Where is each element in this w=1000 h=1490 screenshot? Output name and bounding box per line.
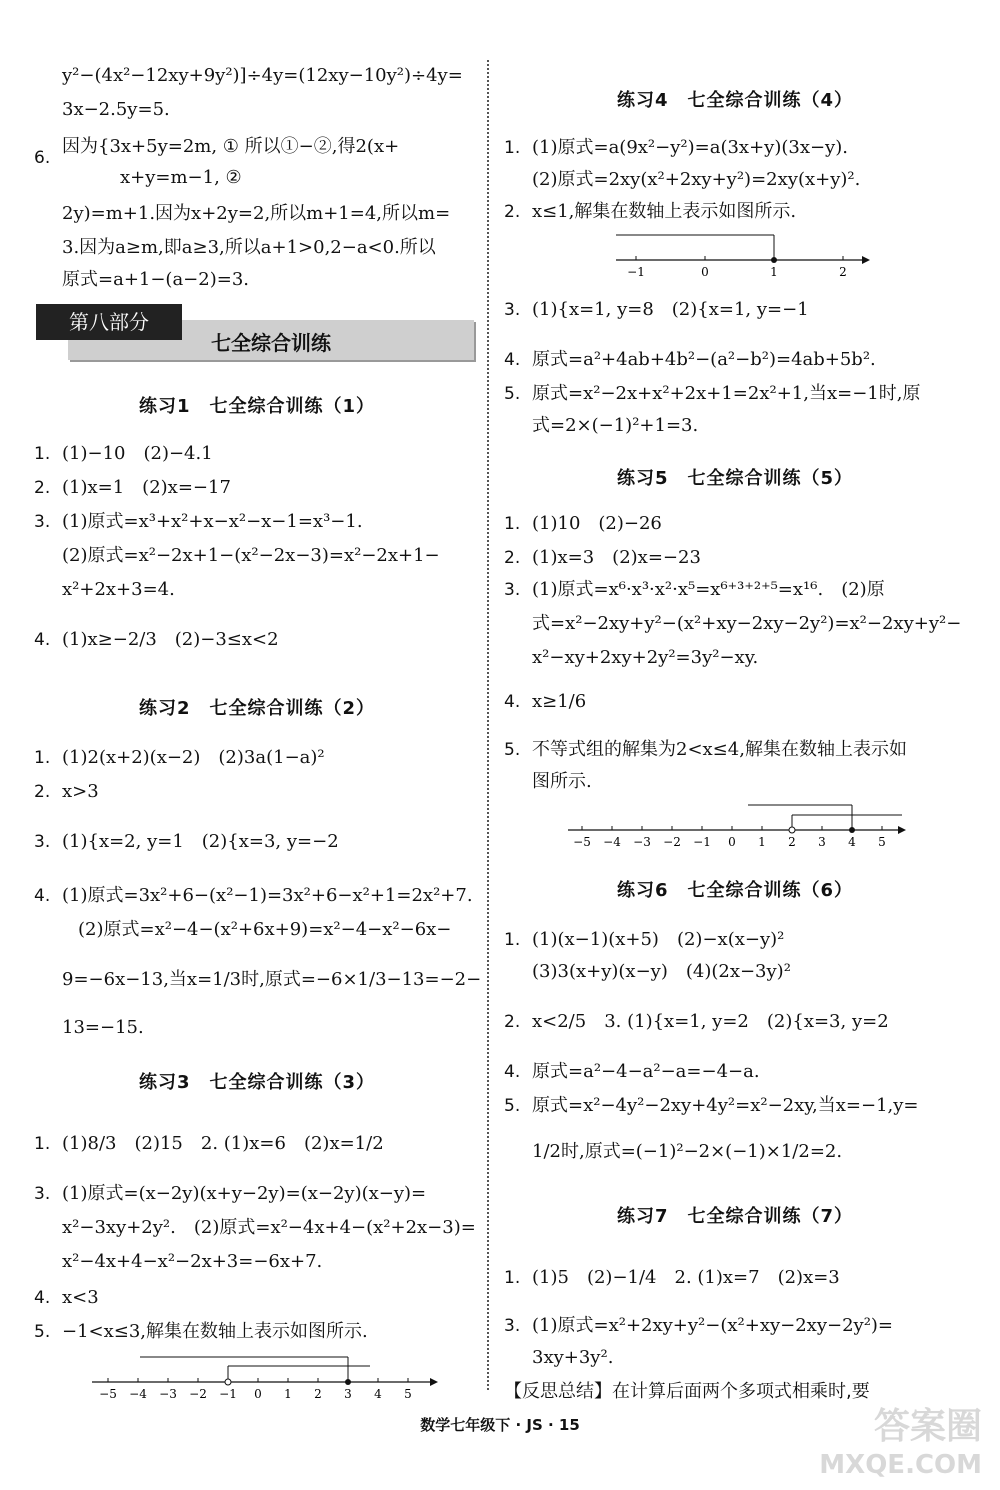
q6-number: 6. bbox=[34, 148, 51, 168]
ex3-item1: (1)8/3 (2)15 2. (1)x=6 (2)x=1/2 bbox=[62, 1133, 384, 1154]
q6-line-4: 原式=a+1−(a−2)=3. bbox=[62, 269, 249, 290]
ex6-item5a: 原式=x²−4y²−2xy+4y²=x²−2xy,当x=−1,y= bbox=[532, 1095, 919, 1116]
tick-label: 4 bbox=[374, 1387, 382, 1401]
num: 2. bbox=[34, 478, 51, 498]
num: 5. bbox=[34, 1322, 51, 1342]
ex4-item5a: 原式=x²−2x+x²+2x+1=2x²+1,当x=−1时,原 bbox=[532, 383, 921, 404]
ex2-item4a: (1)原式=3x²+6−(x²−1)=3x²+6−x²+1=2x²+7. bbox=[62, 885, 473, 906]
q6-line-1b: x+y=m−1, ② bbox=[120, 167, 242, 188]
open-point bbox=[225, 1379, 231, 1385]
tick-label: 4 bbox=[848, 835, 856, 849]
axis-arrow bbox=[862, 256, 870, 264]
part-title: 七全综合训练 bbox=[211, 331, 331, 355]
watermark-line-1: 答案圈 bbox=[873, 1406, 982, 1447]
num: 3. bbox=[34, 1184, 51, 1204]
ex4-item4: 原式=a²+4ab+4b²−(a²−b²)=4ab+5b². bbox=[532, 349, 876, 370]
q6-line-1: 因为{3x+5y=2m, ① 所以①−②,得2(x+ bbox=[62, 136, 400, 157]
part-tag: 第八部分 bbox=[36, 304, 182, 340]
ex2-item4b: (2)原式=x²−4−(x²+6x+9)=x²−4−x²−6x− bbox=[78, 919, 452, 940]
num: 2. bbox=[504, 202, 521, 222]
ex7-title: 练习7 七全综合训练（7） bbox=[616, 1206, 854, 1227]
axis-arrow bbox=[430, 1378, 438, 1386]
ex5-item1: (1)10 (2)−26 bbox=[532, 513, 662, 534]
num: 4. bbox=[504, 1062, 521, 1082]
tick-label: 0 bbox=[728, 835, 736, 849]
num: 2. bbox=[504, 548, 521, 568]
open-point bbox=[789, 827, 795, 833]
ex1-item1: (1)−10 (2)−4.1 bbox=[62, 443, 213, 464]
ex3-item3c: x²−4x+4−x²−2x+3=−6x+7. bbox=[62, 1251, 323, 1272]
tick-label: 2 bbox=[839, 265, 847, 279]
ex6-item5b: 1/2时,原式=(−1)²−2×(−1)×1/2=2. bbox=[532, 1141, 843, 1162]
cont-line-1: y²−(4x²−12xy+9y²)]÷4y=(12xy−10y²)÷4y= bbox=[62, 65, 463, 86]
ex5-item3a: (1)原式=x⁶·x³·x²·x⁵=x⁶⁺³⁺²⁺⁵=x¹⁶. (2)原 bbox=[532, 579, 885, 600]
number-line-3 bbox=[92, 1352, 442, 1402]
ex7-item3a: (1)原式=x²+2xy+y²−(x²+xy−2xy−2y²)= bbox=[532, 1315, 894, 1336]
tick-label: 0 bbox=[254, 1387, 262, 1401]
tick-label: 2 bbox=[314, 1387, 322, 1401]
tick-label: 1 bbox=[770, 265, 778, 279]
axis-arrow bbox=[898, 826, 906, 834]
ex4-title: 练习4 七全综合训练（4） bbox=[616, 90, 854, 111]
tick-label: 5 bbox=[878, 835, 886, 849]
tick-label: −4 bbox=[603, 835, 621, 849]
q6-line-3: 3.因为a≥m,即a≥3,所以a+1>0,2−a<0.所以 bbox=[62, 237, 436, 258]
ex3-item4: x<3 bbox=[62, 1287, 99, 1308]
num: 3. bbox=[504, 580, 521, 600]
num: 1. bbox=[34, 1134, 51, 1154]
ex6-title: 练习6 七全综合训练（6） bbox=[616, 880, 854, 901]
num: 3. bbox=[34, 832, 51, 852]
closed-point bbox=[771, 257, 777, 263]
ex5-item4: x≥1/6 bbox=[532, 691, 587, 712]
ex4-item5b: 式=2×(−1)²+1=3. bbox=[532, 415, 699, 436]
tick-label: −1 bbox=[627, 265, 645, 279]
tick-label: 1 bbox=[758, 835, 766, 849]
ex5-item5b: 图所示. bbox=[532, 771, 592, 792]
tick-label: −1 bbox=[219, 1387, 237, 1401]
tick-label: 3 bbox=[818, 835, 826, 849]
ex4-item3: (1){x=1, y=8 (2){x=1, y=−1 bbox=[532, 299, 809, 320]
ex1-item2: (1)x=1 (2)x=−17 bbox=[62, 477, 231, 498]
ex2-item2: x>3 bbox=[62, 781, 99, 802]
ex2-title: 练习2 七全综合训练（2） bbox=[138, 698, 376, 719]
num: 1. bbox=[34, 444, 51, 464]
tick-label: 0 bbox=[701, 265, 709, 279]
tick-label: −2 bbox=[663, 835, 681, 849]
num: 1. bbox=[504, 138, 521, 158]
ex5-item3b: 式=x²−2xy+y²−(x²+xy−2xy−2y²)=x²−2xy+y²− bbox=[532, 613, 962, 634]
ex1-item3c: x²+2x+3=4. bbox=[62, 579, 175, 600]
num: 1. bbox=[504, 514, 521, 534]
ex4-item2: x≤1,解集在数轴上表示如图所示. bbox=[532, 201, 797, 222]
ex1-title: 练习1 七全综合训练（1） bbox=[138, 396, 376, 417]
ex3-item3b: x²−3xy+2y². (2)原式=x²−4x+4−(x²+2x−3)= bbox=[62, 1217, 476, 1238]
ex5-title: 练习5 七全综合训练（5） bbox=[616, 468, 854, 489]
ex7-reflection: 【反思总结】在计算后面两个多项式相乘时,要 bbox=[504, 1381, 870, 1402]
watermark bbox=[819, 1408, 982, 1484]
num: 1. bbox=[34, 748, 51, 768]
ex7-item3b: 3xy+3y². bbox=[532, 1347, 614, 1368]
ex6-item1b: (3)3(x+y)(x−y) (4)(2x−3y)² bbox=[532, 961, 791, 982]
ex4-item1a: (1)原式=a(9x²−y²)=a(3x+y)(3x−y). bbox=[532, 137, 848, 158]
num: 5. bbox=[504, 1096, 521, 1116]
num: 1. bbox=[504, 930, 521, 950]
num: 4. bbox=[504, 692, 521, 712]
tick-label: −5 bbox=[573, 835, 591, 849]
ex1-item4: (1)x≥−2/3 (2)−3≤x<2 bbox=[62, 629, 279, 650]
column-divider bbox=[487, 60, 489, 1390]
tick-label: 3 bbox=[344, 1387, 352, 1401]
number-line-2 bbox=[568, 802, 908, 852]
num: 4. bbox=[34, 630, 51, 650]
num: 1. bbox=[504, 1268, 521, 1288]
tick-label: −4 bbox=[129, 1387, 147, 1401]
number-line-1 bbox=[616, 230, 872, 280]
closed-point bbox=[849, 827, 855, 833]
ex6-item4: 原式=a²−4−a²−a=−4−a. bbox=[532, 1061, 760, 1082]
cont-line-2: 3x−2.5y=5. bbox=[62, 99, 170, 120]
tick-label: −3 bbox=[159, 1387, 177, 1401]
num: 2. bbox=[504, 1012, 521, 1032]
ex6-item2: x<2/5 3. (1){x=1, y=2 (2){x=3, y=2 bbox=[532, 1011, 889, 1032]
ex5-item5a: 不等式组的解集为2<x≤4,解集在数轴上表示如 bbox=[532, 739, 907, 760]
tick-label: 1 bbox=[284, 1387, 292, 1401]
num: 4. bbox=[34, 1288, 51, 1308]
watermark-line-2: MXQE.COM bbox=[819, 1450, 982, 1480]
ex1-item3a: (1)原式=x³+x²+x−x²−x−1=x³−1. bbox=[62, 511, 363, 532]
ex3-title: 练习3 七全综合训练（3） bbox=[138, 1072, 376, 1093]
num: 4. bbox=[504, 350, 521, 370]
ex3-item5: −1<x≤3,解集在数轴上表示如图所示. bbox=[62, 1321, 368, 1342]
ex2-item4d: 13=−15. bbox=[62, 1017, 144, 1038]
ex1-item3b: (2)原式=x²−2x+1−(x²−2x−3)=x²−2x+1− bbox=[62, 545, 440, 566]
ex6-item1a: (1)(x−1)(x+5) (2)−x(x−y)² bbox=[532, 929, 785, 950]
tick-label: −3 bbox=[633, 835, 651, 849]
num: 4. bbox=[34, 886, 51, 906]
ex2-item1: (1)2(x+2)(x−2) (2)3a(1−a)² bbox=[62, 747, 325, 768]
num: 3. bbox=[504, 300, 521, 320]
tick-label: −5 bbox=[99, 1387, 117, 1401]
ex7-item1: (1)5 (2)−1/4 2. (1)x=7 (2)x=3 bbox=[532, 1267, 840, 1288]
num: 2. bbox=[34, 782, 51, 802]
tick-label: 5 bbox=[404, 1387, 412, 1401]
num: 3. bbox=[504, 1316, 521, 1336]
ex5-item3c: x²−xy+2xy+2y²=3y²−xy. bbox=[532, 647, 759, 668]
tick-label: 2 bbox=[788, 835, 796, 849]
num: 5. bbox=[504, 740, 521, 760]
ex5-item2: (1)x=3 (2)x=−23 bbox=[532, 547, 701, 568]
ex4-item1b: (2)原式=2xy(x²+2xy+y²)=2xy(x+y)². bbox=[532, 169, 861, 190]
tick-label: −1 bbox=[693, 835, 711, 849]
num: 5. bbox=[504, 384, 521, 404]
ex2-item4c: 9=−6x−13,当x=1/3时,原式=−6×1/3−13=−2− bbox=[62, 969, 482, 990]
ex2-item3: (1){x=2, y=1 (2){x=3, y=−2 bbox=[62, 831, 339, 852]
page-footer: 数学七年级下 · JS · 15 bbox=[420, 1416, 580, 1434]
ex3-item3a: (1)原式=(x−2y)(x+y−2y)=(x−2y)(x−y)= bbox=[62, 1183, 427, 1204]
tick-label: −2 bbox=[189, 1387, 207, 1401]
num: 3. bbox=[34, 512, 51, 532]
closed-point bbox=[345, 1379, 351, 1385]
q6-line-2: 2y)=m+1.因为x+2y=2,所以m+1=4,所以m= bbox=[62, 203, 451, 224]
